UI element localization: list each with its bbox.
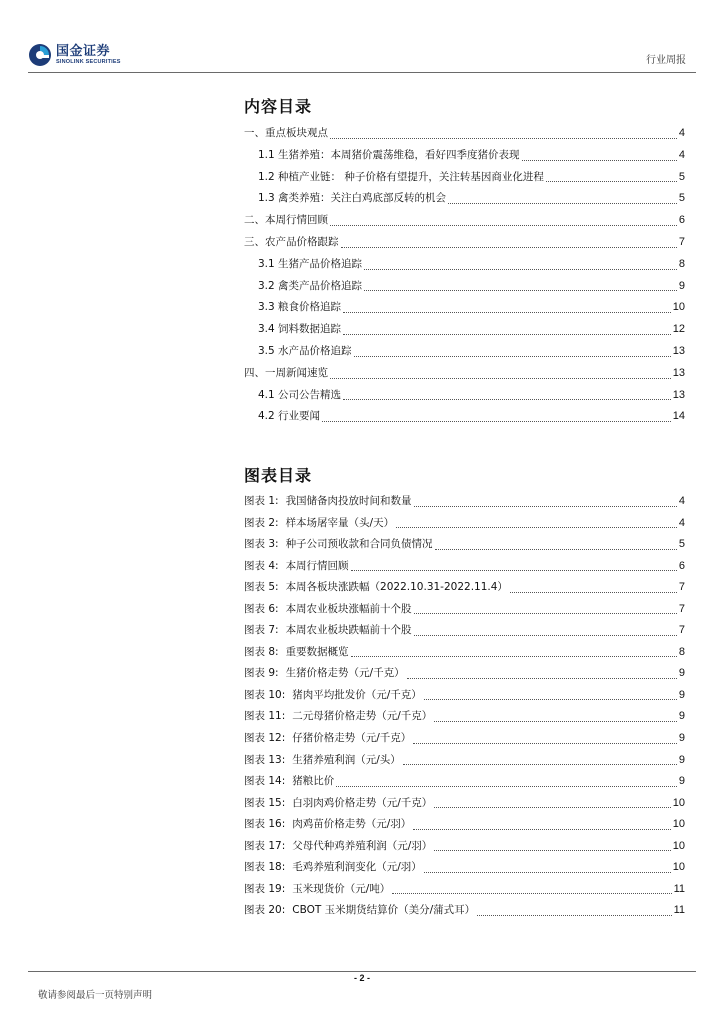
toc-entry-page: 6	[678, 214, 685, 227]
figure-number: 图表 20:	[244, 904, 286, 917]
toc-entry[interactable]	[244, 123, 685, 145]
figure-number: 图表 15:	[244, 796, 286, 809]
figure-number: 图表 18:	[244, 861, 286, 874]
figure-entry-label: 样本场屠宰量（头/天）	[285, 516, 395, 529]
figure-entry-page: 4	[678, 516, 685, 529]
figure-entry[interactable]	[244, 706, 685, 728]
toc-entry[interactable]	[244, 167, 685, 189]
figure-entry-page: 9	[678, 775, 685, 788]
figure-entry[interactable]	[244, 814, 685, 836]
figure-entry-label: 父母代种鸡养殖利润（元/羽）	[292, 839, 433, 852]
footer-rule	[28, 971, 696, 972]
logo-english-name: SINOLINK SECURITIES	[56, 58, 121, 65]
figure-entry-page: 10	[672, 839, 685, 852]
toc-entry[interactable]	[244, 319, 685, 341]
dot-leader	[448, 203, 677, 204]
toc-entry-label: 4.2 行业要闻	[258, 410, 321, 423]
toc-entry-label: 一、重点板块观点	[244, 127, 328, 139]
dot-leader	[522, 160, 677, 161]
dot-leader	[424, 699, 677, 700]
toc-entry-page: 4	[678, 127, 685, 139]
figure-entry-page: 7	[678, 602, 685, 615]
figure-entry-page: 9	[678, 688, 685, 701]
figure-number: 图表 13:	[244, 753, 286, 766]
figure-entry[interactable]	[244, 900, 685, 922]
figure-entry-label: 仔猪价格走势（元/千克）	[292, 732, 412, 745]
toc-entry[interactable]	[244, 406, 685, 428]
figure-entry-page: 10	[672, 796, 685, 809]
dot-leader	[330, 138, 677, 139]
figure-entry[interactable]	[244, 620, 685, 642]
figure-entry-label: CBOT 玉米期货结算价（美分/蒲式耳）	[292, 904, 476, 917]
figure-entry-page: 4	[678, 495, 685, 507]
figure-entry[interactable]	[244, 491, 685, 513]
figures-title: 图表目录	[244, 466, 313, 485]
figure-entry[interactable]	[244, 556, 685, 578]
figure-entry-label: 生猪养殖利润（元/头）	[292, 753, 401, 766]
toc-entry-page: 13	[672, 366, 685, 379]
toc-entry[interactable]	[244, 297, 685, 319]
figure-number: 图表 7:	[244, 624, 279, 637]
dot-leader	[343, 399, 671, 400]
dot-leader	[322, 421, 671, 422]
figure-number: 图表 4:	[244, 559, 279, 572]
dot-leader	[435, 549, 677, 550]
toc-entry[interactable]	[244, 276, 685, 298]
dot-leader	[434, 850, 670, 851]
toc-entry-label: 1.3 禽类养殖：关注白鸡底部反转的机会	[258, 192, 447, 205]
figure-entry[interactable]	[244, 728, 685, 750]
figure-entry-label: 猪肉平均批发价（元/千克）	[292, 688, 422, 701]
figure-entry[interactable]	[244, 771, 685, 793]
page-number: - 2 -	[353, 973, 370, 983]
toc-entry-page: 7	[678, 235, 685, 248]
figure-entry-page: 11	[673, 882, 685, 895]
figure-number: 图表 6:	[244, 602, 279, 615]
toc-entry-label: 3.1 生猪产品价格追踪	[258, 257, 363, 270]
toc-entry-page: 13	[672, 388, 685, 401]
toc-entry-label: 3.4 饲料数据追踪	[258, 323, 342, 336]
dot-leader	[396, 527, 677, 528]
figure-entry-page: 9	[678, 732, 685, 745]
toc-entry-page: 8	[678, 257, 685, 270]
toc-entry-label: 3.5 水产品价格追踪	[258, 344, 352, 357]
figure-entry-label: 本周行情回顾	[285, 559, 349, 572]
dot-leader	[392, 893, 671, 894]
dot-leader	[434, 721, 677, 722]
figure-number: 图表 19:	[244, 882, 286, 895]
figure-entry-page: 6	[678, 559, 685, 572]
figure-entry[interactable]	[244, 577, 685, 599]
sinolink-logo-icon	[28, 43, 52, 67]
toc-entry-label: 四、一周新闻速览	[244, 366, 328, 379]
figure-entry-page: 7	[678, 624, 685, 637]
figure-entry-label: 猪粮比价	[292, 775, 335, 788]
toc-entry-page: 14	[672, 410, 685, 423]
figure-entry[interactable]	[244, 599, 685, 621]
toc-entry[interactable]	[244, 385, 685, 407]
figure-number: 图表 14:	[244, 775, 286, 788]
dot-leader	[546, 181, 677, 182]
dot-leader	[330, 378, 671, 379]
dot-leader	[364, 290, 677, 291]
figure-number: 图表 8:	[244, 645, 279, 658]
figure-entry-page: 8	[678, 645, 685, 658]
figure-number: 图表 9:	[244, 667, 279, 680]
dot-leader	[510, 592, 677, 593]
dot-leader	[351, 656, 677, 657]
figure-number: 图表 2:	[244, 516, 279, 529]
figure-entry-label: 肉鸡苗价格走势（元/羽）	[292, 818, 412, 831]
toc-entry-label: 3.3 粮食价格追踪	[258, 301, 342, 314]
dot-leader	[414, 506, 677, 507]
header-rule	[28, 72, 696, 73]
dot-leader	[434, 807, 670, 808]
figure-entry-label: 我国储备肉投放时间和数量	[285, 495, 412, 507]
dot-leader	[351, 570, 677, 571]
figure-number: 图表 1:	[244, 495, 279, 507]
figure-entry-label: 种子公司预收款和合同负债情况	[285, 538, 433, 551]
figure-entry-label: 本周农业板块跌幅前十个股	[285, 624, 412, 637]
toc-entry[interactable]	[244, 363, 685, 385]
toc-entry-page: 4	[678, 148, 685, 161]
figure-entry[interactable]	[244, 879, 685, 901]
toc-entry-page: 5	[678, 192, 685, 205]
figure-entry-label: 白羽肉鸡价格走势（元/千克）	[292, 796, 433, 809]
toc-entry-label: 1.1 生猪养殖：本周猪价震荡维稳，看好四季度猪价表现	[258, 148, 520, 161]
figure-entry-page: 7	[678, 581, 685, 594]
dot-leader	[403, 764, 677, 765]
dot-leader	[336, 786, 677, 787]
dot-leader	[414, 613, 677, 614]
dot-leader	[414, 635, 677, 636]
figure-number: 图表 3:	[244, 538, 279, 551]
toc-entry-label: 三、农产品价格跟踪	[244, 235, 339, 248]
figure-number: 图表 5:	[244, 581, 279, 594]
dot-leader	[330, 225, 677, 226]
figure-entry-label: 本周农业板块涨幅前十个股	[285, 602, 412, 615]
figure-entry[interactable]	[244, 793, 685, 815]
dot-leader	[354, 356, 671, 357]
figure-entry-label: 玉米现货价（元/吨）	[292, 882, 391, 895]
figure-entry-page: 10	[672, 861, 685, 874]
figure-number: 图表 17:	[244, 839, 286, 852]
report-type: 行业周报	[646, 55, 686, 66]
disclaimer-text: 敬请参阅最后一页特别声明	[38, 990, 153, 1001]
figure-entry[interactable]	[244, 685, 685, 707]
figure-entry-page: 9	[678, 667, 685, 680]
toc-entry[interactable]	[244, 188, 685, 210]
figure-entry-label: 二元母猪价格走势（元/千克）	[292, 710, 433, 723]
toc-entry-page: 9	[678, 279, 685, 292]
toc-entry-page: 12	[672, 323, 685, 336]
toc-entry-page: 13	[672, 344, 685, 357]
figure-entry[interactable]	[244, 750, 685, 772]
dot-leader	[343, 312, 671, 313]
dot-leader	[343, 334, 671, 335]
dot-leader	[341, 247, 677, 248]
figure-entry-page: 5	[678, 538, 685, 551]
figure-entry[interactable]	[244, 642, 685, 664]
toc-entry-label: 4.1 公司公告精选	[258, 388, 342, 401]
dot-leader	[407, 678, 677, 679]
dot-leader	[364, 269, 677, 270]
figure-entry-label: 生猪价格走势（元/千克）	[285, 667, 405, 680]
figure-entry[interactable]	[244, 513, 685, 535]
toc-entry-label: 二、本周行情回顾	[244, 214, 328, 227]
toc-entry-label: 3.2 禽类产品价格追踪	[258, 279, 363, 292]
toc-title: 内容目录	[244, 97, 313, 116]
figure-entry-label: 重要数据概览	[285, 645, 349, 658]
figure-number: 图表 10:	[244, 688, 286, 701]
figure-entry-page: 9	[678, 710, 685, 723]
toc-entry-page: 5	[678, 170, 685, 183]
dot-leader	[413, 743, 677, 744]
figure-number: 图表 11:	[244, 710, 286, 723]
figure-entry[interactable]	[244, 534, 685, 556]
figure-entry-page: 11	[673, 904, 685, 917]
page-header	[0, 0, 724, 80]
figure-number: 图表 12:	[244, 732, 286, 745]
dot-leader	[413, 829, 670, 830]
toc-entry-label: 1.2 种植产业链： 种子价格有望提升，关注转基因商业化进程	[258, 170, 544, 183]
toc-entry[interactable]	[244, 145, 685, 167]
figure-entry-label: 本周各板块涨跌幅（2022.10.31-2022.11.4）	[285, 581, 508, 594]
toc-entry[interactable]	[244, 210, 685, 232]
toc-entry[interactable]	[244, 341, 685, 363]
company-logo	[28, 42, 121, 68]
figure-number: 图表 16:	[244, 818, 286, 831]
figure-entry-page: 9	[678, 753, 685, 766]
dot-leader	[424, 872, 671, 873]
dot-leader	[477, 915, 671, 916]
figure-entry-label: 毛鸡养殖利润变化（元/羽）	[292, 861, 422, 874]
toc-entry[interactable]	[244, 254, 685, 276]
figure-entry[interactable]	[244, 663, 685, 685]
table-of-contents	[244, 123, 685, 428]
toc-entry[interactable]	[244, 232, 685, 254]
figure-entry-page: 10	[672, 818, 685, 831]
figure-entry[interactable]	[244, 857, 685, 879]
toc-entry-page: 10	[672, 301, 685, 314]
figure-entry[interactable]	[244, 836, 685, 858]
figure-list	[244, 491, 685, 922]
logo-chinese-name: 国金证券	[56, 43, 111, 59]
